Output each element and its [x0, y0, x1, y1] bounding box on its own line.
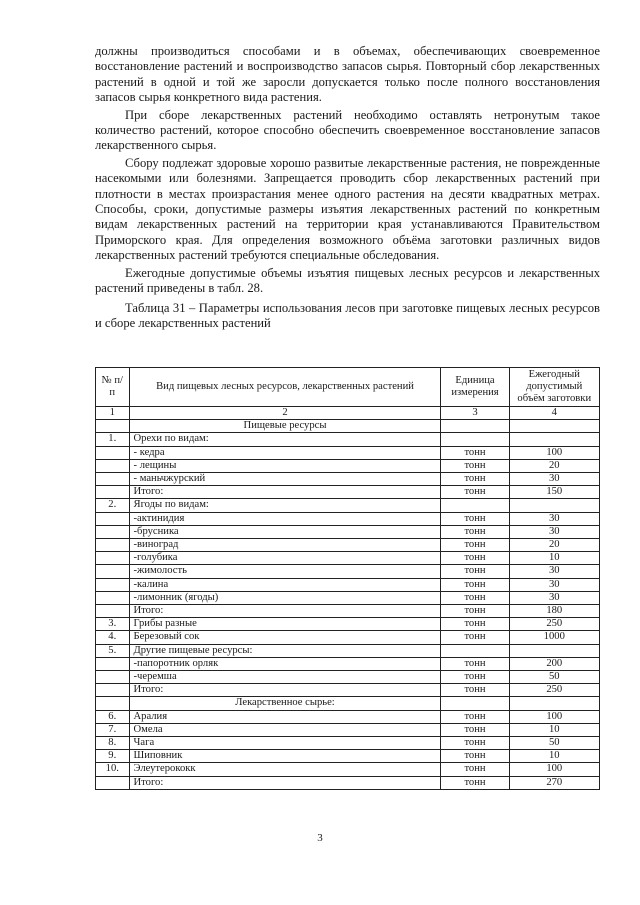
row-value: 50	[509, 737, 599, 750]
table-row	[96, 776, 600, 789]
row-value: 20	[509, 459, 599, 472]
row-num: 6.	[96, 710, 130, 723]
table-row	[96, 737, 600, 750]
row-value: 30	[509, 578, 599, 591]
row-num: 1.	[96, 433, 130, 446]
row-name: -виноград	[129, 539, 441, 552]
row-value: 180	[509, 605, 599, 618]
row-num	[96, 552, 130, 565]
paragraph-3: Сбору подлежат здоровые хорошо развитые лекарственные растения, не поврежденные насекомыми или болезнями. Запрещается проводить сбор лекарственных растений при плотности в местах произрастания менее одного растения на десяти квадратных метрах. Способы, сроки, допустимые размеры изъятия лекарственных растений по конкретным видам лекарственных растений на территории края устанавливаются Правительством Приморского края. Для определения возможного объёма заготовки различных видов лекарственных растений требуются специальные обследования.	[95, 155, 600, 263]
row-name: Березовый сок	[129, 631, 441, 644]
header-name: Вид пищевых лесных ресурсов, лекарственных растений	[129, 368, 441, 407]
row-unit: тонн	[441, 525, 509, 538]
resources-table	[95, 367, 600, 790]
body-text	[95, 44, 600, 333]
row-value	[509, 420, 599, 433]
row-unit	[441, 433, 509, 446]
table-row	[96, 565, 600, 578]
row-unit: тонн	[441, 684, 509, 697]
row-unit	[441, 499, 509, 512]
table-row	[96, 723, 600, 736]
row-value: 30	[509, 591, 599, 604]
row-unit: тонн	[441, 710, 509, 723]
row-unit: тонн	[441, 565, 509, 578]
table-row	[96, 631, 600, 644]
table-row	[96, 657, 600, 670]
row-unit: тонн	[441, 618, 509, 631]
row-name: Итого:	[129, 776, 441, 789]
row-name: Орехи по видам:	[129, 433, 441, 446]
row-name: Итого:	[129, 605, 441, 618]
col-index-4: 4	[509, 407, 599, 420]
paragraph-4: Ежегодные допустимые объемы изъятия пищевых лесных ресурсов и лекарственных растений приведены в табл. 28.	[95, 265, 600, 296]
row-name: -черемша	[129, 671, 441, 684]
header-num: № п/п	[96, 368, 130, 407]
row-value: 30	[509, 473, 599, 486]
row-num	[96, 591, 130, 604]
table-row	[96, 473, 600, 486]
row-unit: тонн	[441, 539, 509, 552]
row-name: Пищевые ресурсы	[129, 420, 441, 433]
table-row	[96, 578, 600, 591]
row-value: 30	[509, 525, 599, 538]
row-num	[96, 420, 130, 433]
row-value: 10	[509, 552, 599, 565]
row-name: -голубика	[129, 552, 441, 565]
row-name: Шиповник	[129, 750, 441, 763]
row-num: 9.	[96, 750, 130, 763]
row-num	[96, 525, 130, 538]
row-value	[509, 433, 599, 446]
row-unit: тонн	[441, 552, 509, 565]
row-name: - маньчжурский	[129, 473, 441, 486]
paragraph-2: При сборе лекарственных растений необходимо оставлять нетронутым такое количество растений, которое способно обеспечить своевременное восстановление запасов лекарственного сырья.	[95, 107, 600, 153]
row-value: 250	[509, 618, 599, 631]
table-header-row	[96, 368, 600, 407]
row-num	[96, 512, 130, 525]
row-unit: тонн	[441, 737, 509, 750]
row-value: 100	[509, 763, 599, 776]
table-row	[96, 684, 600, 697]
col-index-3: 3	[441, 407, 509, 420]
row-unit: тонн	[441, 512, 509, 525]
table-row	[96, 710, 600, 723]
table-caption: Таблица 31 – Параметры использования лесов при заготовке пищевых лесных ресурсов и сборе лекарственных растений	[95, 300, 600, 330]
col-index-2: 2	[129, 407, 441, 420]
row-num: 2.	[96, 499, 130, 512]
row-num	[96, 605, 130, 618]
row-num: 3.	[96, 618, 130, 631]
row-unit: тонн	[441, 776, 509, 789]
row-name: -лимонник (ягоды)	[129, 591, 441, 604]
table-row	[96, 539, 600, 552]
row-num	[96, 486, 130, 499]
row-value: 250	[509, 684, 599, 697]
row-unit: тонн	[441, 723, 509, 736]
row-unit	[441, 420, 509, 433]
header-unit: Единица измерения	[441, 368, 509, 407]
row-num	[96, 539, 130, 552]
row-value: 10	[509, 750, 599, 763]
row-unit: тонн	[441, 671, 509, 684]
row-name: -жимолость	[129, 565, 441, 578]
table-row	[96, 763, 600, 776]
table-row	[96, 433, 600, 446]
row-unit: тонн	[441, 657, 509, 670]
table-row	[96, 446, 600, 459]
row-name: Чага	[129, 737, 441, 750]
row-num: 10.	[96, 763, 130, 776]
row-unit: тонн	[441, 763, 509, 776]
row-name: Другие пищевые ресурсы:	[129, 644, 441, 657]
row-value: 100	[509, 710, 599, 723]
row-name: Омела	[129, 723, 441, 736]
row-value: 270	[509, 776, 599, 789]
row-value: 200	[509, 657, 599, 670]
table-row	[96, 486, 600, 499]
table-row	[96, 512, 600, 525]
row-value	[509, 697, 599, 710]
row-unit: тонн	[441, 578, 509, 591]
row-value: 20	[509, 539, 599, 552]
row-value: 100	[509, 446, 599, 459]
table-row	[96, 459, 600, 472]
col-index-1: 1	[96, 407, 130, 420]
row-num: 7.	[96, 723, 130, 736]
row-name: -папоротник орляк	[129, 657, 441, 670]
row-name: Элеутерококк	[129, 763, 441, 776]
row-name: - кедра	[129, 446, 441, 459]
section-row	[96, 420, 600, 433]
row-num	[96, 459, 130, 472]
row-name: Ягоды по видам:	[129, 499, 441, 512]
row-value: 30	[509, 565, 599, 578]
table-row	[96, 618, 600, 631]
row-value	[509, 644, 599, 657]
row-unit: тонн	[441, 473, 509, 486]
row-name: Лекарственное сырье:	[129, 697, 441, 710]
table-row	[96, 525, 600, 538]
row-name: Аралия	[129, 710, 441, 723]
table-row	[96, 552, 600, 565]
row-num	[96, 578, 130, 591]
row-unit: тонн	[441, 486, 509, 499]
row-name: Грибы разные	[129, 618, 441, 631]
row-value: 10	[509, 723, 599, 736]
table-row	[96, 644, 600, 657]
paragraph-1: должны производиться способами и в объемах, обеспечивающих своевременное восстановление растений и воспроизводство запасов сырья. Повторный сбор лекарственных растений в одной и той же заросли допускается только после полного восстановления запасов сырья конкретного вида растения.	[95, 44, 600, 105]
row-unit: тонн	[441, 631, 509, 644]
row-num	[96, 473, 130, 486]
row-num	[96, 565, 130, 578]
table-row	[96, 591, 600, 604]
row-name: -калина	[129, 578, 441, 591]
row-num	[96, 776, 130, 789]
row-num: 4.	[96, 631, 130, 644]
row-name: Итого:	[129, 684, 441, 697]
row-unit: тонн	[441, 591, 509, 604]
table-row	[96, 499, 600, 512]
row-value: 30	[509, 512, 599, 525]
row-value: 1000	[509, 631, 599, 644]
row-unit: тонн	[441, 446, 509, 459]
row-value: 150	[509, 486, 599, 499]
row-unit	[441, 644, 509, 657]
row-num	[96, 684, 130, 697]
row-name: -актинидия	[129, 512, 441, 525]
row-value	[509, 499, 599, 512]
row-unit: тонн	[441, 605, 509, 618]
section-row	[96, 697, 600, 710]
row-num: 8.	[96, 737, 130, 750]
row-num	[96, 697, 130, 710]
row-value: 50	[509, 671, 599, 684]
table-row	[96, 605, 600, 618]
row-num	[96, 671, 130, 684]
table-body	[96, 420, 600, 790]
row-name: -брусника	[129, 525, 441, 538]
column-index-row	[96, 407, 600, 420]
row-name: - лещины	[129, 459, 441, 472]
row-num	[96, 657, 130, 670]
row-num	[96, 446, 130, 459]
row-name: Итого:	[129, 486, 441, 499]
header-volume: Ежегодный допустимый объём заготовки	[509, 368, 599, 407]
row-unit: тонн	[441, 750, 509, 763]
table-row	[96, 671, 600, 684]
row-unit	[441, 697, 509, 710]
row-num: 5.	[96, 644, 130, 657]
page-number: 3	[317, 832, 323, 844]
row-unit: тонн	[441, 459, 509, 472]
table-row	[96, 750, 600, 763]
